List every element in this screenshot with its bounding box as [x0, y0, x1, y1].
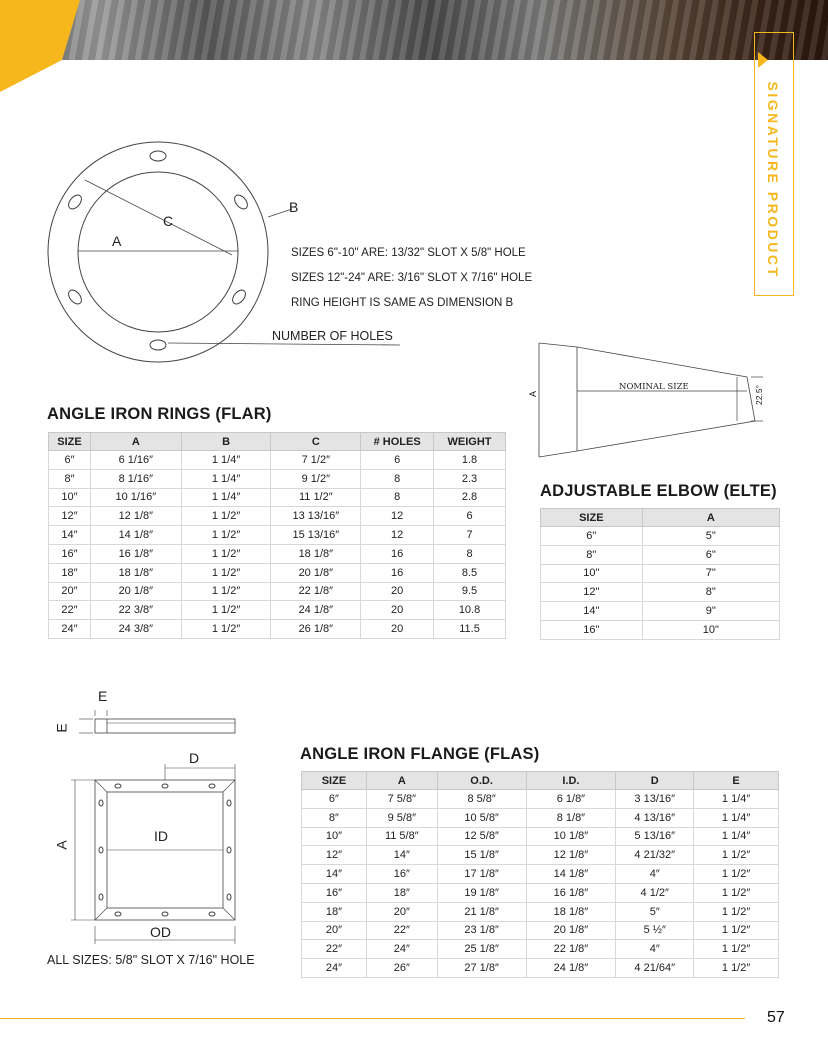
flar-cell: 15 13/16″: [271, 526, 361, 545]
flas-col-size: SIZE: [302, 772, 367, 790]
flas-cell: 8 1/8″: [526, 808, 616, 827]
flas-cell: 17 1/8″: [437, 865, 526, 884]
flas-col-od: O.D.: [437, 772, 526, 790]
flas-cell: 20 1/8″: [526, 921, 616, 940]
elte-title: ADJUSTABLE ELBOW (ELTE): [540, 482, 777, 500]
flas-cell: 12 1/8″: [526, 846, 616, 865]
flar-cell: 12: [361, 507, 434, 526]
elte-col-size: SIZE: [541, 509, 643, 527]
elte-cell: 9": [642, 602, 779, 621]
flar-table-row: [49, 544, 506, 563]
flar-cell: 20 1/8″: [90, 582, 181, 601]
flas-cell: 16″: [366, 865, 437, 884]
flas-cell: 12 5/8″: [437, 827, 526, 846]
flar-header-row: [49, 433, 506, 451]
elte-table-row: [541, 602, 780, 621]
flar-cell: 10 1/16″: [90, 488, 181, 507]
flar-cell: 20″: [49, 582, 91, 601]
flas-cell: 24 1/8″: [526, 959, 616, 978]
flas-cell: 25 1/8″: [437, 940, 526, 959]
elte-col-a: A: [642, 509, 779, 527]
elte-cell: 8": [541, 545, 643, 564]
flar-cell: 6: [361, 451, 434, 470]
flar-col-weight: WEIGHT: [434, 433, 506, 451]
flas-cell: 18 1/8″: [526, 902, 616, 921]
elte-cell: 10": [642, 620, 779, 639]
flas-title: ANGLE IRON FLANGE (FLAS): [300, 745, 540, 763]
flar-cell: 2.8: [434, 488, 506, 507]
flar-cell: 16: [361, 544, 434, 563]
flange-label-od: OD: [150, 924, 171, 940]
footer-rule: [0, 1018, 745, 1019]
flas-table-row: [302, 846, 779, 865]
flar-cell: 1 1/2″: [181, 563, 271, 582]
elte-cell: 12": [541, 583, 643, 602]
flas-cell: 16 1/8″: [526, 883, 616, 902]
elbow-label-a: A: [528, 390, 539, 398]
flas-cell: 5 13/16″: [616, 827, 694, 846]
elte-cell: 6": [541, 527, 643, 546]
flar-cell: 8.5: [434, 563, 506, 582]
flange-label-e-side: E: [53, 723, 70, 733]
elbow-nominal-size: NOMINAL SIZE: [619, 382, 689, 392]
flas-cell: 16″: [302, 883, 367, 902]
flar-table-row: [49, 563, 506, 582]
elte-table-row: [541, 583, 780, 602]
flas-cell: 7 5/8″: [366, 790, 437, 809]
flar-table-row: [49, 582, 506, 601]
ring-label-c: C: [163, 213, 174, 229]
flas-cell: 8″: [302, 808, 367, 827]
flas-cell: 4 21/32″: [616, 846, 694, 865]
flar-col-a: A: [90, 433, 181, 451]
flas-cell: 1 1/4″: [694, 790, 779, 809]
elte-table-row: [541, 545, 780, 564]
flas-cell: 19 1/8″: [437, 883, 526, 902]
page-number: 57: [767, 1009, 785, 1026]
flas-cell: 22″: [366, 921, 437, 940]
flas-cell: 4 21/64″: [616, 959, 694, 978]
side-tab-arrow-icon: [758, 52, 768, 68]
flas-cell: 12″: [302, 846, 367, 865]
flas-cell: 1 1/2″: [694, 883, 779, 902]
flas-table-row: [302, 808, 779, 827]
flar-cell: 1 1/4″: [181, 451, 271, 470]
flar-cell: 26 1/8″: [271, 620, 361, 639]
flar-table-row: [49, 620, 506, 639]
flar-cell: 24 3/8″: [90, 620, 181, 639]
flas-table: [301, 771, 779, 978]
flar-cell: 1 1/2″: [181, 601, 271, 620]
flas-cell: 1 1/2″: [694, 959, 779, 978]
elte-cell: 10": [541, 564, 643, 583]
header-banner-image: [0, 0, 828, 60]
flar-cell: 6 1/16″: [90, 451, 181, 470]
flar-cell: 12 1/8″: [90, 507, 181, 526]
ring-note-1: SIZES 6"-10" ARE: 13/32" SLOT X 5/8" HOLE: [291, 247, 526, 259]
flar-cell: 12: [361, 526, 434, 545]
flas-col-a: A: [366, 772, 437, 790]
flar-cell: 11 1/2″: [271, 488, 361, 507]
ring-note-3: RING HEIGHT IS SAME AS DIMENSION B: [291, 297, 514, 309]
flar-table-row: [49, 526, 506, 545]
flar-cell: 1 1/2″: [181, 507, 271, 526]
flas-cell: 8 5/8″: [437, 790, 526, 809]
flas-cell: 14″: [366, 846, 437, 865]
flar-cell: 1 1/2″: [181, 544, 271, 563]
flar-cell: 10″: [49, 488, 91, 507]
number-of-holes-label: NUMBER OF HOLES: [272, 329, 393, 343]
flar-table-row: [49, 507, 506, 526]
elbow-angle: 22.5°: [753, 385, 764, 405]
flar-cell: 1 1/4″: [181, 488, 271, 507]
flange-label-d: D: [189, 750, 200, 766]
flar-cell: 20: [361, 582, 434, 601]
flas-col-d: D: [616, 772, 694, 790]
elbow-diagram: [525, 335, 785, 465]
flar-cell: 1.8: [434, 451, 506, 470]
flar-table-row: [49, 469, 506, 488]
elte-cell: 6": [642, 545, 779, 564]
flar-table: [48, 432, 506, 639]
flar-cell: 16 1/8″: [90, 544, 181, 563]
flar-cell: 8: [361, 469, 434, 488]
flar-cell: 20 1/8″: [271, 563, 361, 582]
flar-title: ANGLE IRON RINGS (FLAR): [47, 405, 272, 423]
flas-cell: 1 1/2″: [694, 902, 779, 921]
flas-cell: 18″: [302, 902, 367, 921]
flar-cell: 8 1/16″: [90, 469, 181, 488]
flas-header-row: [302, 772, 779, 790]
flas-cell: 5″: [616, 902, 694, 921]
flar-cell: 24 1/8″: [271, 601, 361, 620]
flas-cell: 27 1/8″: [437, 959, 526, 978]
flar-cell: 12″: [49, 507, 91, 526]
flar-cell: 6: [434, 507, 506, 526]
flas-table-row: [302, 921, 779, 940]
elte-table-row: [541, 620, 780, 639]
flar-cell: 7: [434, 526, 506, 545]
flas-col-id: I.D.: [526, 772, 616, 790]
flar-col-size: SIZE: [49, 433, 91, 451]
flas-cell: 22 1/8″: [526, 940, 616, 959]
flar-cell: 14 1/8″: [90, 526, 181, 545]
flar-cell: 13 13/16″: [271, 507, 361, 526]
elte-table: [540, 508, 780, 640]
flas-cell: 1 1/4″: [694, 808, 779, 827]
flas-table-row: [302, 883, 779, 902]
flas-cell: 10 1/8″: [526, 827, 616, 846]
elte-cell: 8": [642, 583, 779, 602]
flar-cell: 8: [361, 488, 434, 507]
flar-cell: 7 1/2″: [271, 451, 361, 470]
flas-cell: 21 1/8″: [437, 902, 526, 921]
flar-table-row: [49, 601, 506, 620]
flas-cell: 11 5/8″: [366, 827, 437, 846]
flas-cell: 20″: [302, 921, 367, 940]
flas-cell: 1 1/2″: [694, 940, 779, 959]
flar-cell: 22 3/8″: [90, 601, 181, 620]
flas-cell: 6 1/8″: [526, 790, 616, 809]
flas-cell: 24″: [366, 940, 437, 959]
flar-cell: 20: [361, 620, 434, 639]
flas-table-row: [302, 902, 779, 921]
flar-cell: 16″: [49, 544, 91, 563]
flas-table-row: [302, 865, 779, 884]
flar-cell: 8″: [49, 469, 91, 488]
flas-cell: 9 5/8″: [366, 808, 437, 827]
flas-cell: 14 1/8″: [526, 865, 616, 884]
flas-cell: 3 13/16″: [616, 790, 694, 809]
flar-cell: 14″: [49, 526, 91, 545]
flas-cell: 6″: [302, 790, 367, 809]
flas-cell: 5 ½″: [616, 921, 694, 940]
flar-table-row: [49, 488, 506, 507]
flas-cell: 1 1/2″: [694, 865, 779, 884]
elte-cell: 7": [642, 564, 779, 583]
flar-cell: 11.5: [434, 620, 506, 639]
flar-cell: 22″: [49, 601, 91, 620]
flar-cell: 6″: [49, 451, 91, 470]
flar-cell: 24″: [49, 620, 91, 639]
flar-cell: 9.5: [434, 582, 506, 601]
flar-cell: 1 1/2″: [181, 620, 271, 639]
flar-cell: 22 1/8″: [271, 582, 361, 601]
flange-label-id: ID: [154, 828, 168, 844]
flar-col-holes: # HOLES: [361, 433, 434, 451]
flas-cell: 4 1/2″: [616, 883, 694, 902]
flas-cell: 24″: [302, 959, 367, 978]
flas-cell: 14″: [302, 865, 367, 884]
flas-cell: 4 13/16″: [616, 808, 694, 827]
ring-label-b: B: [289, 199, 299, 215]
flar-cell: 10.8: [434, 601, 506, 620]
flas-cell: 1 1/4″: [694, 827, 779, 846]
flar-cell: 18″: [49, 563, 91, 582]
elte-cell: 14": [541, 602, 643, 621]
flas-cell: 1 1/2″: [694, 846, 779, 865]
elte-cell: 5": [642, 527, 779, 546]
flas-table-row: [302, 790, 779, 809]
flar-cell: 1 1/2″: [181, 582, 271, 601]
flar-cell: 16: [361, 563, 434, 582]
flas-cell: 20″: [366, 902, 437, 921]
ring-note-2: SIZES 12"-24" ARE: 3/16" SLOT X 7/16" HOLE: [291, 272, 533, 284]
flange-label-a: A: [53, 840, 70, 850]
side-tab-label: SIGNATURE PRODUCT: [765, 81, 781, 279]
flas-table-row: [302, 940, 779, 959]
flas-cell: 4″: [616, 865, 694, 884]
elte-header-row: [541, 509, 780, 527]
flas-cell: 4″: [616, 940, 694, 959]
elte-cell: 16": [541, 620, 643, 639]
flar-table-row: [49, 451, 506, 470]
flas-cell: 10 5/8″: [437, 808, 526, 827]
flas-cell: 22″: [302, 940, 367, 959]
flar-cell: 9 1/2″: [271, 469, 361, 488]
flas-table-row: [302, 959, 779, 978]
flas-table-row: [302, 827, 779, 846]
flas-cell: 10″: [302, 827, 367, 846]
ring-label-a: A: [112, 233, 122, 249]
flas-cell: 15 1/8″: [437, 846, 526, 865]
flas-cell: 18″: [366, 883, 437, 902]
flange-diagram: [50, 690, 300, 950]
flas-cell: 23 1/8″: [437, 921, 526, 940]
elte-table-row: [541, 527, 780, 546]
flar-col-b: B: [181, 433, 271, 451]
flar-cell: 18 1/8″: [90, 563, 181, 582]
elte-table-row: [541, 564, 780, 583]
flar-cell: 1 1/4″: [181, 469, 271, 488]
flas-cell: 26″: [366, 959, 437, 978]
flange-label-e-top: E: [98, 688, 108, 704]
flar-cell: 2.3: [434, 469, 506, 488]
flas-col-e: E: [694, 772, 779, 790]
flar-cell: 1 1/2″: [181, 526, 271, 545]
flar-cell: 20: [361, 601, 434, 620]
flar-cell: 18 1/8″: [271, 544, 361, 563]
flar-cell: 8: [434, 544, 506, 563]
flange-note: ALL SIZES: 5/8" SLOT X 7/16" HOLE: [47, 953, 255, 967]
flar-col-c: C: [271, 433, 361, 451]
flas-cell: 1 1/2″: [694, 921, 779, 940]
